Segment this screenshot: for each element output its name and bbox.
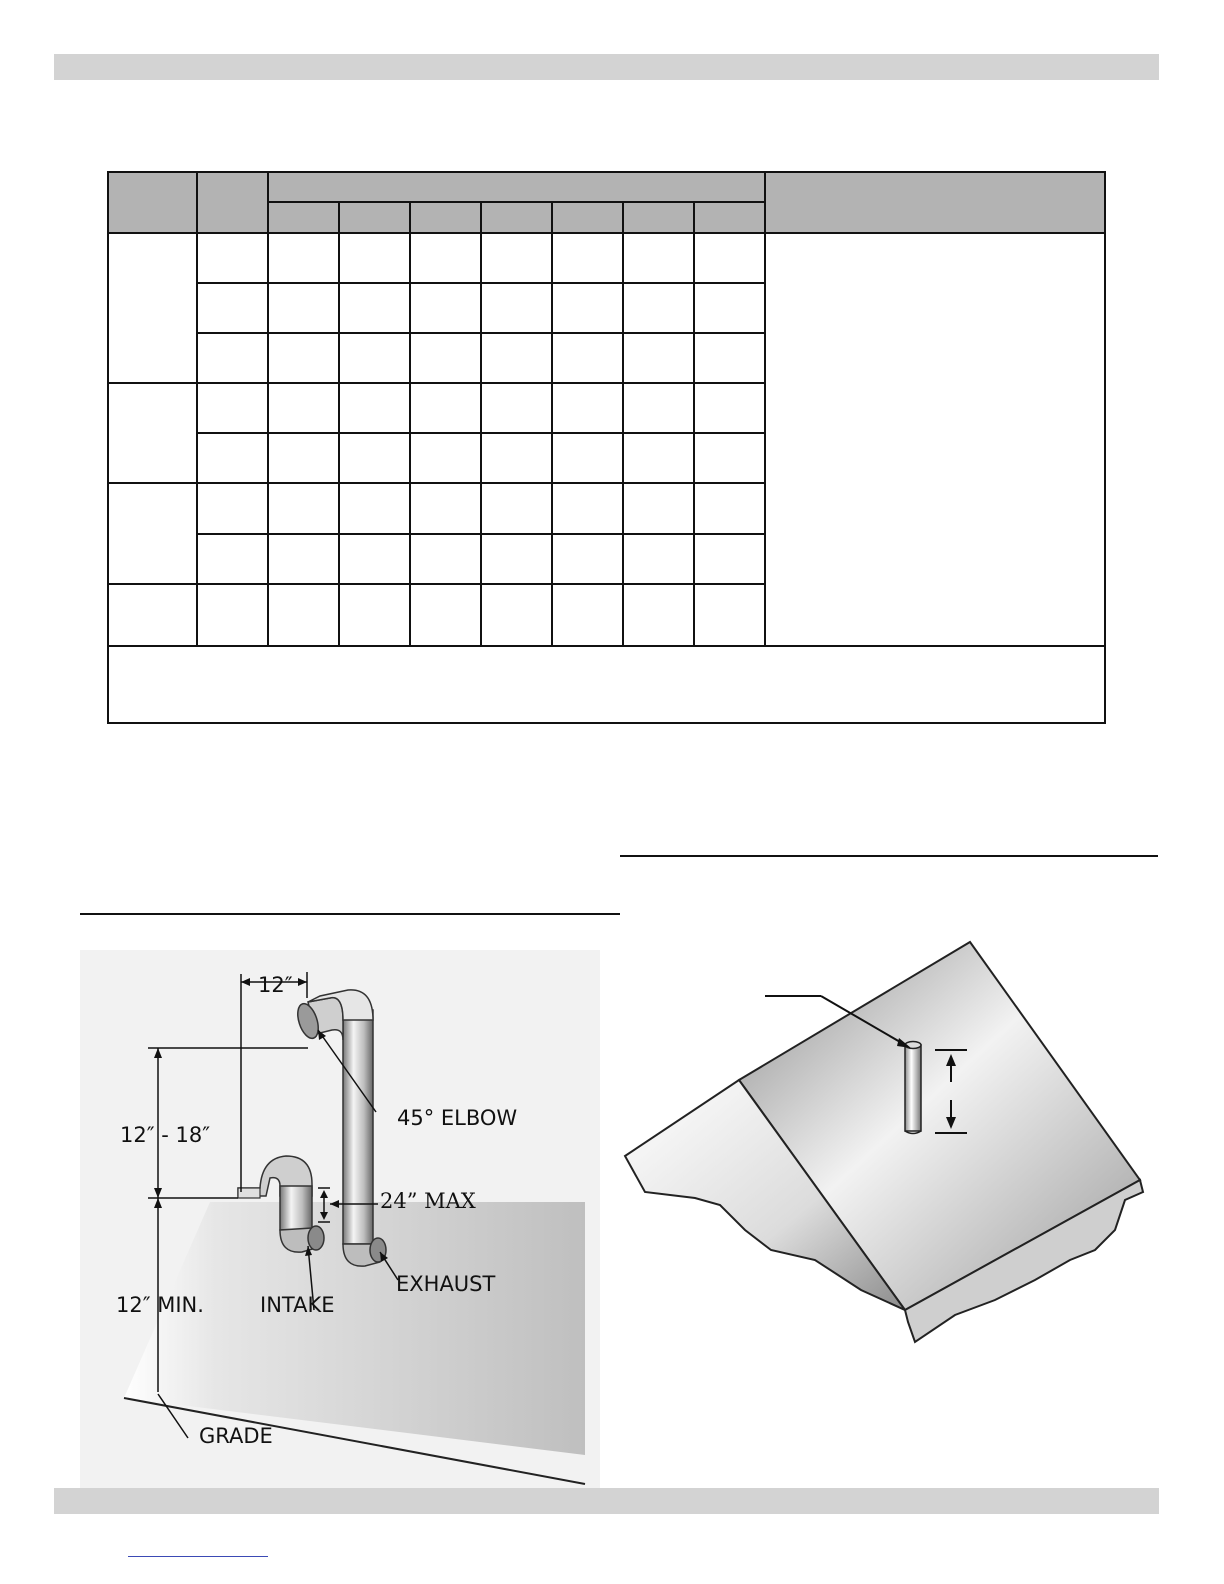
header-cell (765, 172, 1105, 233)
min-above-grade-label: 12″ MIN. (116, 1293, 204, 1317)
header-band (54, 54, 1159, 80)
max-height-label: 24” MAX (380, 1189, 476, 1213)
section-rule-left (80, 913, 620, 915)
grade-label: GRADE (199, 1424, 273, 1448)
sidewall-termination-figure (80, 950, 600, 1488)
header-cell (410, 202, 481, 233)
intake-label: INTAKE (260, 1293, 335, 1317)
header-cell (268, 202, 339, 233)
roof-vent-pipe (905, 1042, 921, 1134)
header-cell (197, 172, 268, 233)
footer-link-underline[interactable] (128, 1556, 268, 1557)
header-cell (552, 202, 623, 233)
header-cell (268, 172, 765, 202)
table-footnote-row (108, 646, 1105, 723)
header-cell (623, 202, 694, 233)
footer-band (54, 1488, 1159, 1514)
spacing-vertical-label: 12″ - 18″ (120, 1123, 211, 1147)
header-cell (481, 202, 552, 233)
vent-length-table (107, 171, 1106, 724)
elbow-label: 45° ELBOW (397, 1106, 518, 1130)
table-row (108, 233, 1105, 283)
header-cell (339, 202, 410, 233)
notes-cell (765, 233, 1105, 646)
exhaust-label: EXHAUST (396, 1272, 496, 1296)
table-footnote (108, 646, 1105, 723)
section-rule-right (620, 855, 1158, 857)
header-cell (694, 202, 765, 233)
header-cell (108, 172, 197, 233)
roof-termination-figure (615, 930, 1160, 1360)
spacing-horizontal-label: 12″ (258, 973, 293, 997)
